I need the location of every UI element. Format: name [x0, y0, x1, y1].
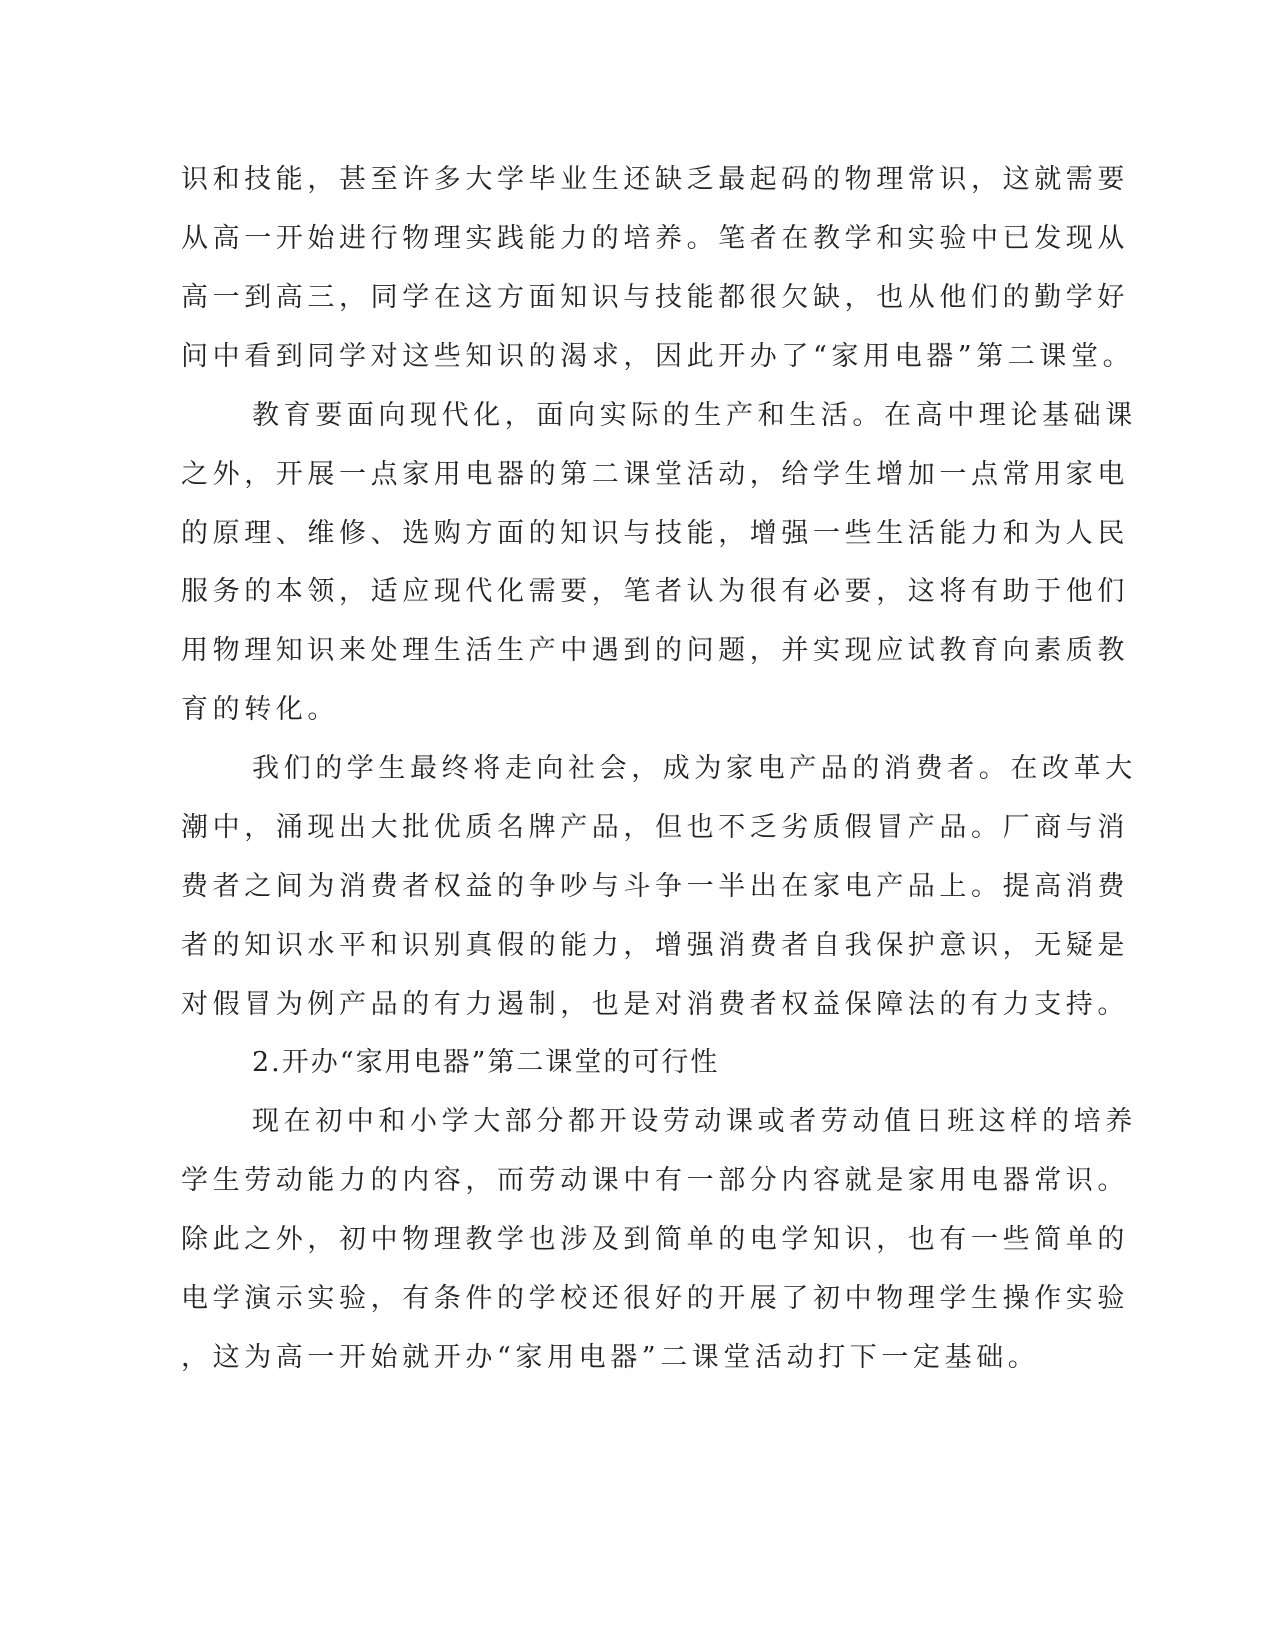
paragraph-line: 教育要面向现代化，面向实际的生产和生活。在高中理论基础课 [252, 400, 1137, 431]
paragraph-line: 问中看到同学对这些知识的渴求，因此开办了“家用电器”第二课堂。 [181, 341, 1135, 372]
paragraph-line: 对假冒为例产品的有力遏制，也是对消费者权益保障法的有力支持。 [181, 989, 1129, 1020]
paragraph-line: 育的转化。 [181, 694, 339, 725]
paragraph-line: 的原理、维修、选购方面的知识与技能，增强一些生活能力和为人民 [181, 518, 1129, 549]
paragraph-line: 之外，开展一点家用电器的第二课堂活动，给学生增加一点常用家电 [181, 459, 1129, 490]
paragraph-line: 用物理知识来处理生活生产中遇到的问题，并实现应试教育向素质教 [181, 635, 1129, 666]
paragraph-line: 从高一开始进行物理实践能力的培养。笔者在教学和实验中已发现从 [181, 223, 1129, 254]
paragraph-line: 者的知识水平和识别真假的能力，增强消费者自我保护意识，无疑是 [181, 930, 1129, 961]
paragraph-line: 潮中，涌现出大批优质名牌产品，但也不乏劣质假冒产品。厂商与消 [181, 812, 1129, 843]
paragraph-line: ，这为高一开始就开办“家用电器”二课堂活动打下一定基础。 [181, 1342, 1040, 1373]
paragraph-line: 识和技能，甚至许多大学毕业生还缺乏最起码的物理常识，这就需要 [181, 164, 1129, 195]
paragraph-line: 现在初中和小学大部分都开设劳动课或者劳动值日班这样的培养 [252, 1106, 1137, 1137]
paragraph-line: 电学演示实验，有条件的学校还很好的开展了初中物理学生操作实验 [181, 1283, 1129, 1314]
paragraph-line: 费者之间为消费者权益的争吵与斗争一半出在家电产品上。提高消费 [181, 871, 1129, 902]
paragraph-line: 高一到高三，同学在这方面知识与技能都很欠缺，也从他们的勤学好 [181, 282, 1129, 313]
section-heading: 2.开办“家用电器”第二课堂的可行性 [252, 1047, 720, 1078]
paragraph-line: 除此之外，初中物理教学也涉及到简单的电学知识，也有一些简单的 [181, 1224, 1129, 1255]
paragraph-line: 我们的学生最终将走向社会，成为家电产品的消费者。在改革大 [252, 753, 1137, 784]
paragraph-line: 学生劳动能力的内容，而劳动课中有一部分内容就是家用电器常识。 [181, 1165, 1129, 1196]
paragraph-line: 服务的本领，适应现代化需要，笔者认为很有必要，这将有助于他们 [181, 576, 1129, 607]
